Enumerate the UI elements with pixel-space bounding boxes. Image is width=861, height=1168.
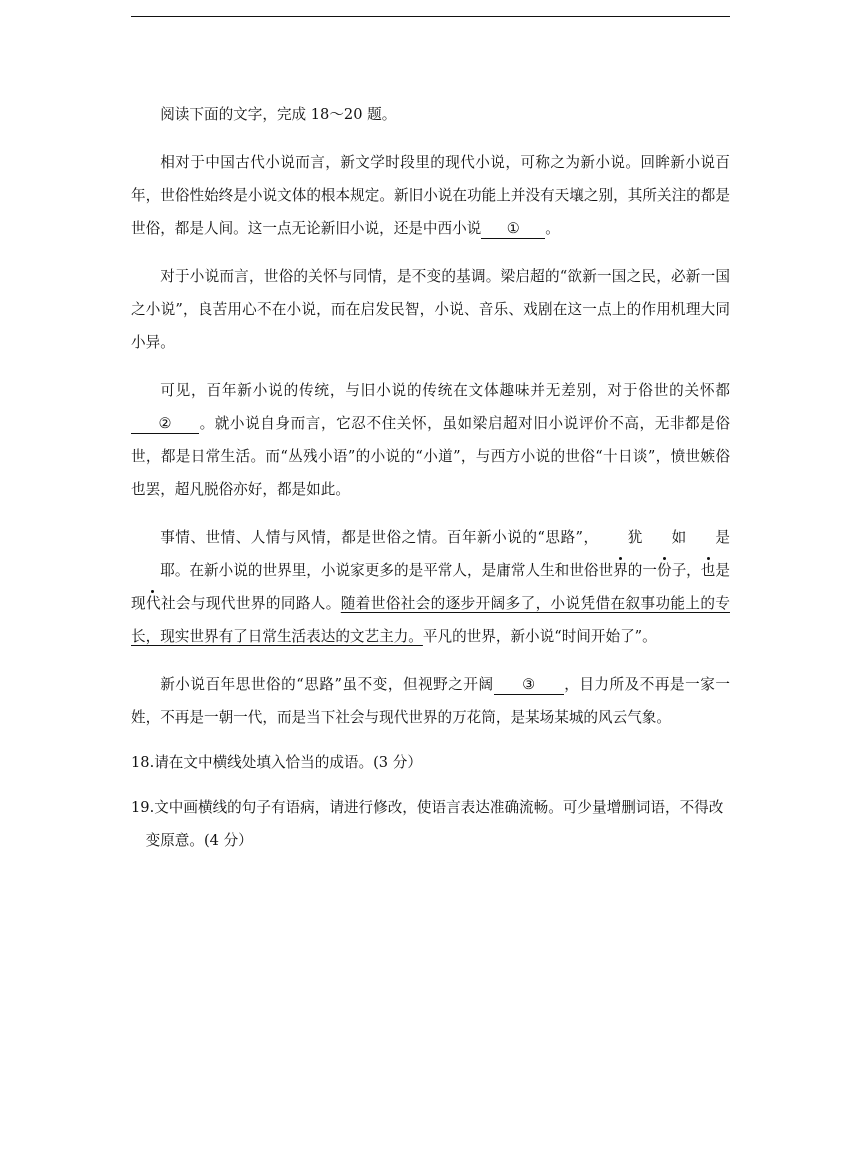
passage-paragraph-1 xyxy=(131,146,730,245)
text-run: 平凡的世界，新小说“时间开始了”。 xyxy=(422,628,657,645)
dotted-char: 是 xyxy=(686,521,730,554)
dotted-char: 如 xyxy=(642,521,686,554)
passage-paragraph-2: 对于小说而言，世俗的关怀与同情，是不变的基调。梁启超的“欲新一国之民，必新一国之小说”，良苦用心不在小说，而在启发民智，小说、音乐、戏剧在这一点上的作用机理大同小异。 xyxy=(131,268,730,351)
fill-blank-3: ③ xyxy=(494,676,564,695)
underlined-sentence: 随着世俗社会的逐步开阔多了，小说凭借在叙事功能上的专长，现实世界有了日常生活表达的文艺主力。 xyxy=(131,595,730,645)
question-19: 19.文中画横线的句子有语病，请进行修改，使语言表达准确流畅。可少量增删词语，不得改变原意。(4 分） xyxy=(131,799,724,849)
text-run: 。就小说自身而言，它忍不住关怀，虽如梁启超对旧小说评价不高，无非都是俗世，都是日常生活。而“丛残小语”的小说的“小道”，与西方小说的世俗“十日谈”，愤世嫉俗也罢，超凡脱俗亦好，都是如此。 xyxy=(131,415,730,498)
text-run: 新小说百年思世俗的“思路”虽不变，但视野之开阔 xyxy=(160,676,494,693)
fill-blank-2: ② xyxy=(131,415,199,434)
passage-paragraph-3 xyxy=(131,374,730,506)
text-run: ，目力所及不再是一家一姓，不再是一朝一代，而是当下社会与现代世界的万花筒，是某场某城的风云气象。 xyxy=(131,676,730,726)
dotted-char: 犹 xyxy=(599,521,643,554)
question-18: 18.请在文中横线处填入恰当的成语。(3 分） xyxy=(131,754,422,771)
text-run: 。 xyxy=(545,220,560,237)
text-run: 事情、世情、人情与风情，都是世俗之情。百年新小说的“思路”， xyxy=(160,529,599,546)
passage-paragraph-5 xyxy=(131,668,730,734)
fill-blank-1: ① xyxy=(481,220,545,239)
text-run: 相对于中国古代小说而言，新文学时段里的现代小说，可称之为新小说。回眸新小说百年，世俗性始终是小说文体的根本规定。新旧小说在功能上并没有天壤之别，其所关注的都是世俗，都是人间。这一点无论新旧小说，还是中西小说 xyxy=(131,154,730,237)
dotted-char: 耶 xyxy=(131,554,175,587)
instruction-text: 阅读下面的文字，完成 18～20 题。 xyxy=(160,106,397,123)
passage-paragraph-4 xyxy=(131,521,730,653)
text-run: 。在新小说的世界里，小说家更多的是平常人，是庸常人生和世俗世界的一份子，也是现代社会与现代世界的同路人。 xyxy=(131,562,730,612)
header-rule xyxy=(131,16,730,17)
text-run: 可见，百年新小说的传统，与旧小说的传统在文体趣味并无差别，对于俗世的关怀都 xyxy=(160,382,730,399)
document-page xyxy=(131,98,730,857)
